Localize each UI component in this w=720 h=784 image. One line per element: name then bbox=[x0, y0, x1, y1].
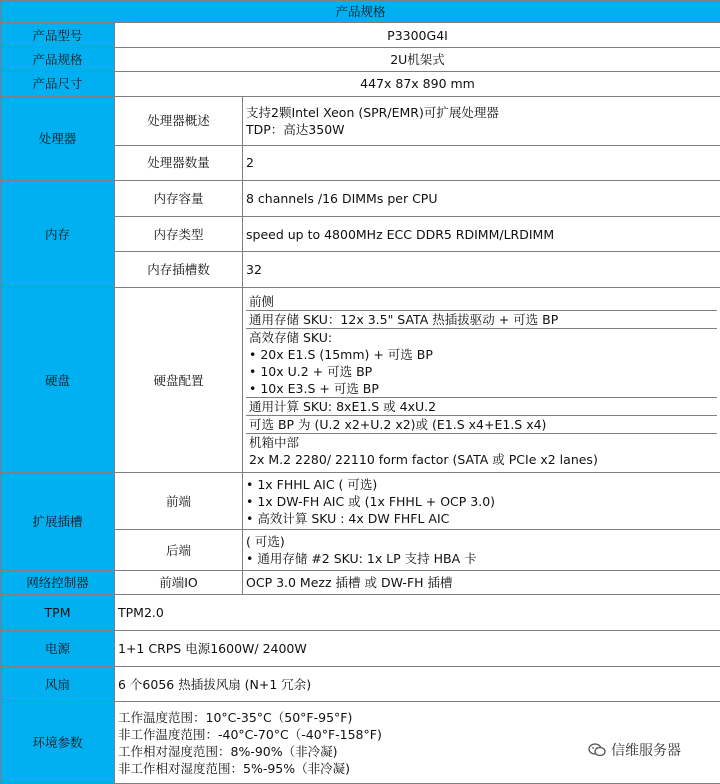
disk-general-storage: 通用存储 SKU：12x 3.5" SATA 热插拔驱动 + 可选 BP bbox=[246, 311, 717, 329]
power-value: 1+1 CRPS 电源1600W/ 2400W bbox=[115, 631, 720, 667]
expansion-rear-value bbox=[243, 530, 720, 571]
model-label: 产品型号 bbox=[1, 23, 115, 47]
environment-line: 工作温度范围：10°C-35°C（50°F-95°F) bbox=[118, 709, 353, 725]
disk-efficient-item: • 20x E1.S (15mm) + 可选 BP bbox=[246, 346, 717, 363]
title-row bbox=[1, 1, 720, 23]
environment-line: 工作相对湿度范围：8%-90%（非冷凝) bbox=[118, 743, 338, 759]
cpu-overview-label: 处理器概述 bbox=[115, 96, 243, 145]
table-row bbox=[1, 595, 720, 631]
memory-capacity-label: 内存容量 bbox=[115, 181, 243, 217]
expansion-front-value bbox=[243, 473, 720, 530]
disk-config-label: 硬盘配置 bbox=[115, 288, 243, 473]
tpm-label: TPM bbox=[1, 595, 115, 631]
table-row bbox=[1, 72, 720, 96]
disk-general-compute: 通用计算 SKU: 8xE1.S 或 4xU.2 bbox=[246, 398, 717, 416]
expansion-rear-label: 后端 bbox=[115, 530, 243, 571]
disk-front: 前侧 bbox=[246, 293, 717, 311]
table-row bbox=[1, 47, 720, 71]
memory-slots-value: 32 bbox=[243, 252, 720, 288]
network-value: OCP 3.0 Mezz 插槽 或 DW-FH 插槽 bbox=[243, 571, 720, 595]
wechat-icon bbox=[588, 743, 606, 757]
table-row bbox=[1, 473, 720, 530]
disk-m2: 2x M.2 2280/ 22110 form factor (SATA 或 PCIe x2 lanes) bbox=[249, 451, 598, 467]
model-value: P3300G4I bbox=[115, 23, 720, 47]
table-row bbox=[1, 181, 720, 217]
memory-capacity-value: 8 channels /16 DIMMs per CPU bbox=[243, 181, 720, 217]
expansion-rear-item: • 通用存储 #2 SKU: 1x LP 支持 HBA 卡 bbox=[246, 550, 717, 567]
network-label: 网络控制器 bbox=[1, 571, 115, 595]
expansion-label: 扩展插槽 bbox=[1, 473, 115, 571]
table-row bbox=[1, 631, 720, 667]
memory-type-value: speed up to 4800MHz ECC DDR5 RDIMM/LRDIMM bbox=[243, 216, 720, 252]
fan-label: 风扇 bbox=[1, 666, 115, 702]
disk-efficient-block bbox=[246, 329, 717, 398]
spec-value: 2U机架式 bbox=[115, 47, 720, 71]
disk-optional-bp: 可选 BP 为 (U.2 x2+U.2 x2)或 (E1.S x4+E1.S x4) bbox=[246, 416, 717, 434]
table-row bbox=[1, 288, 720, 473]
expansion-front-item: • 1x DW-FH AIC 或 (1x FHHL + OCP 3.0) bbox=[246, 493, 717, 510]
watermark-text: 信维服务器 bbox=[611, 743, 681, 759]
network-sub-label: 前端IO bbox=[115, 571, 243, 595]
disk-efficient-item: • 10x E3.S + 可选 BP bbox=[246, 380, 717, 397]
table-row bbox=[1, 23, 720, 47]
cpu-overview-value bbox=[243, 96, 720, 145]
table-title: 产品规格 bbox=[1, 1, 720, 23]
cpu-label: 处理器 bbox=[1, 96, 115, 180]
cpu-overview-line: TDP：高达350W bbox=[246, 121, 345, 137]
expansion-front-label: 前端 bbox=[115, 473, 243, 530]
memory-label: 内存 bbox=[1, 181, 115, 288]
environment-line: 非工作相对湿度范围：5%-95%（非冷凝) bbox=[118, 760, 351, 776]
spec-label: 产品规格 bbox=[1, 47, 115, 71]
size-value: 447x 87x 890 mm bbox=[115, 72, 720, 96]
memory-type-label: 内存类型 bbox=[115, 216, 243, 252]
table-row bbox=[1, 666, 720, 702]
tpm-value: TPM2.0 bbox=[115, 595, 720, 631]
cpu-count-label: 处理器数量 bbox=[115, 145, 243, 181]
size-label: 产品尺寸 bbox=[1, 72, 115, 96]
expansion-front-item: • 1x FHHL AIC ( 可选) bbox=[246, 476, 717, 493]
disk-label: 硬盘 bbox=[1, 288, 115, 473]
disk-efficient-item: • 10x U.2 + 可选 BP bbox=[246, 363, 717, 380]
expansion-rear-note: ( 可选) bbox=[246, 534, 285, 550]
memory-slots-label: 内存插槽数 bbox=[115, 252, 243, 288]
expansion-front-item: • 高效计算 SKU : 4x DW FHFL AIC bbox=[246, 510, 717, 527]
watermark bbox=[588, 740, 681, 760]
cpu-count-value: 2 bbox=[243, 145, 720, 181]
disk-config-value bbox=[243, 288, 720, 473]
table-row bbox=[1, 96, 720, 145]
power-label: 电源 bbox=[1, 631, 115, 667]
fan-value: 6 个6056 热插拔风扇 (N+1 冗余) bbox=[115, 666, 720, 702]
cpu-overview-line: 支持2颗Intel Xeon (SPR/EMR)可扩展处理器 bbox=[246, 104, 499, 120]
disk-chassis-mid: 机箱中部 bbox=[249, 434, 300, 450]
disk-efficient-title: 高效存储 SKU: bbox=[249, 329, 333, 345]
environment-label: 环境参数 bbox=[1, 702, 115, 784]
environment-line: 非工作温度范围：-40°C-70°C（-40°F-158°F) bbox=[118, 726, 382, 742]
table-row bbox=[1, 571, 720, 595]
